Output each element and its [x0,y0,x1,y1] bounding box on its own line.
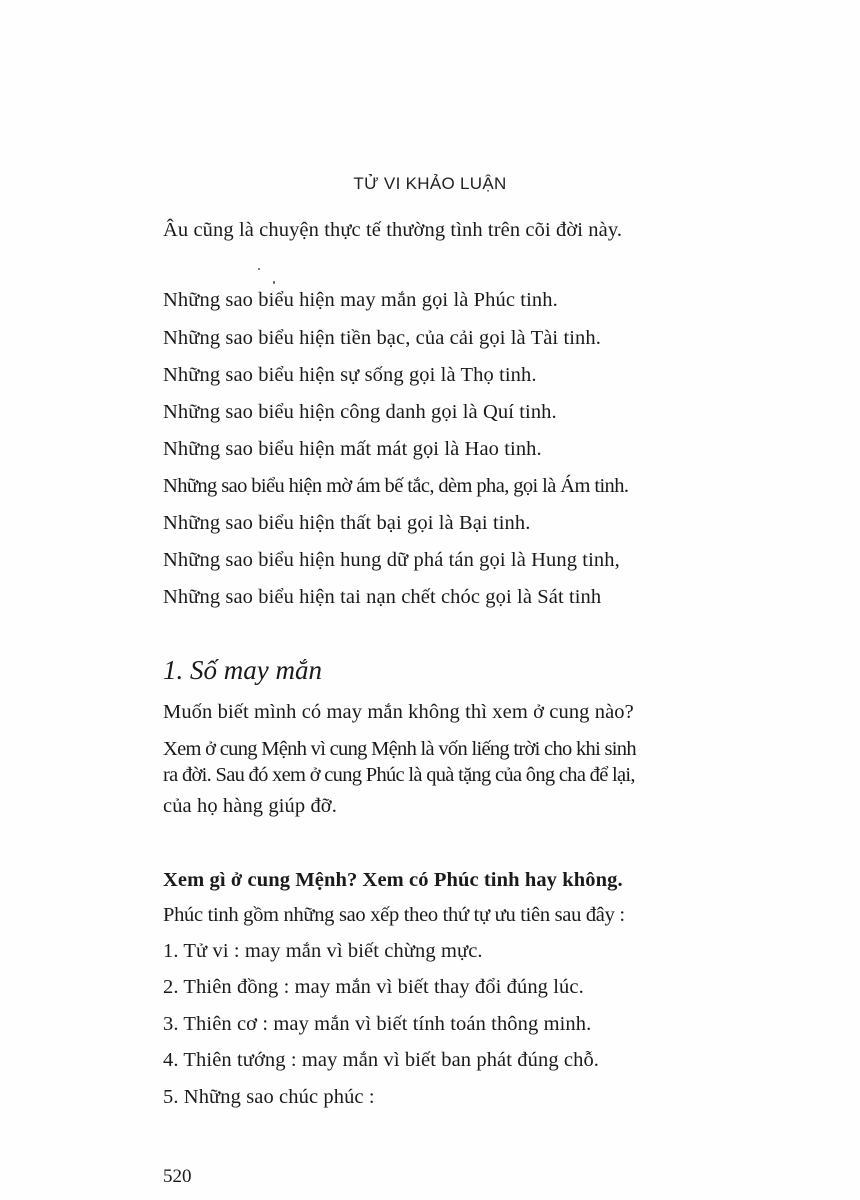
star-definition-line: Những sao biểu hiện may mắn gọi là Phúc tinh. [163,289,558,311]
star-definition-line: Những sao biểu hiện mờ ám bế tắc, dèm pha, gọi là Ám tinh. [163,475,629,497]
star-definition-line: Những sao biểu hiện hung dữ phá tán gọi là Hung tinh, [163,549,620,571]
scan-speck [273,281,275,284]
list-item: 4. Thiên tướng : may mắn vì biết ban phát đúng chỗ. [163,1049,600,1071]
scan-speck [258,268,260,270]
paragraph-line: ra đời. Sau đó xem ở cung Phúc là quà tặng của ông cha để lại, [163,764,635,786]
running-header: TỬ VI KHẢO LUẬN [353,174,507,193]
star-definition-line: Những sao biểu hiện tai nạn chết chóc gọi là Sát tinh [163,586,602,608]
paragraph-line: Xem ở cung Mệnh vì cung Mệnh là vốn liếng trời cho khi sinh [163,738,636,760]
section-question: Muốn biết mình có may mắn không thì xem ở cung nào? [163,701,634,723]
intro-continuation: Âu cũng là chuyện thực tế thường tình trên cõi đời này. [163,219,623,241]
list-item: 5. Những sao chúc phúc : [163,1086,375,1108]
section-heading: 1. Số may mắn [163,655,322,685]
star-definition-line: Những sao biểu hiện mất mát gọi là Hao tinh. [163,438,542,460]
star-definition-line: Những sao biểu hiện thất bại gọi là Bại tinh. [163,512,531,534]
star-definition-line: Những sao biểu hiện sự sống gọi là Thọ tinh. [163,364,537,386]
list-item: 1. Tử vi : may mắn vì biết chừng mực. [163,940,483,962]
bold-subheading: Xem gì ở cung Mệnh? Xem có Phúc tinh hay không. [163,869,623,891]
paragraph-line: của họ hàng giúp đỡ. [163,795,337,817]
star-definition-line: Những sao biểu hiện công danh gọi là Quí tinh. [163,401,557,423]
list-item: 2. Thiên đồng : may mắn vì biết thay đổi đúng lúc. [163,976,584,998]
page-number: 520 [163,1166,192,1187]
list-item: 3. Thiên cơ : may mắn vì biết tính toán thông minh. [163,1013,592,1035]
list-intro: Phúc tinh gồm những sao xếp theo thứ tự ưu tiên sau đây : [163,904,625,926]
star-definition-line: Những sao biểu hiện tiền bạc, của cải gọi là Tài tinh. [163,327,601,349]
